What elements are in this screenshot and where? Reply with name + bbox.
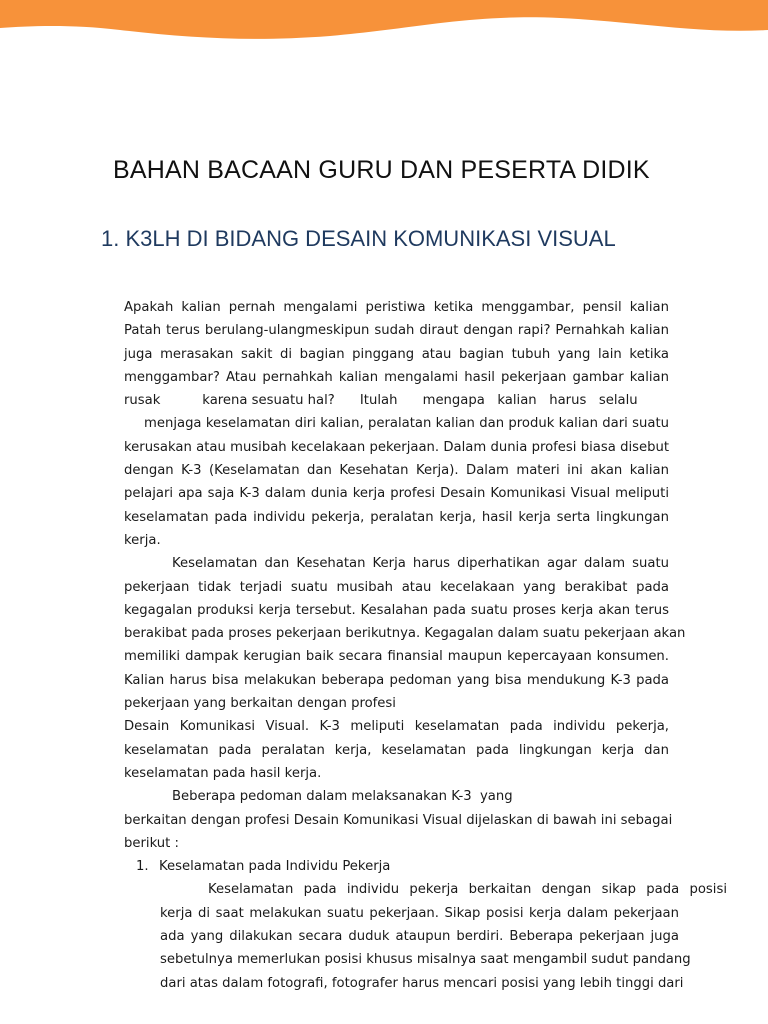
list-item-title: Keselamatan pada Individu Pekerja [159,859,391,875]
section-heading: 1. K3LH DI BIDANG DESAIN KOMUNIKASI VISUAL [101,226,616,251]
text-line: pekerjaan yang berkaitan dengan profesi [124,696,396,712]
text-line: menggambar? Atau pernahkah kalian mengalami hasil pekerjaan gambar kalian [124,369,669,385]
text-line: berakibat pada proses pekerjaan berikutnya. Kegagalan dalam suatu pekerjaan akan [124,626,686,642]
header-wave-decoration [0,0,768,60]
list-number: 1. [136,859,149,875]
text-line: menjaga keselamatan diri kalian, peralatan kalian dan produk kalian dari suatu [144,416,669,432]
text-line: Apakah kalian pernah mengalami peristiwa ketika menggambar, pensil kalian [124,300,669,315]
text-line: kerusakan atau musibah kecelakaan pekerjaan. Dalam dunia profesi biasa disebut [124,439,669,455]
text-line: memiliki dampak kerugian baik secara finansial maupun kepercayaan konsumen. [124,649,669,665]
text-line: Keselamatan pada individu pekerja berkaitan dengan sikap pada posisi [208,882,727,898]
text-line: pekerjaan tidak terjadi suatu musibah atau kecelakaan yang berakibat pada [124,579,669,595]
text-line: Keselamatan dan Kesehatan Kerja harus diperhatikan agar dalam suatu [172,556,669,572]
list-item-body [124,878,727,994]
text-line: kerja di saat melakukan suatu pekerjaan. Sikap posisi kerja dalam pekerjaan [160,905,679,921]
text-line: berkaitan dengan profesi Desain Komunikasi Visual dijelaskan di bawah ini sebagai [124,812,673,828]
text-line: dari atas dalam fotografi, fotografer harus mencari posisi yang lebih tinggi dari [160,975,684,991]
paragraph-guidelines [124,785,673,855]
paragraph-k3 [124,552,686,785]
text-line: pelajari apa saja K-3 dalam dunia kerja profesi Desain Komunikasi Visual meliputi [124,486,669,502]
text-line: keselamatan pada peralatan kerja, keselamatan pada lingkungan kerja dan [124,742,669,758]
text-line: keselamatan pada individu pekerja, peralatan kerja, hasil kerja serta lingkungan [124,509,669,525]
text-line: dengan K-3 (Keselamatan dan Kesehatan Kerja). Dalam materi ini akan kalian [124,463,669,479]
list-item-header [124,855,669,878]
list-item [124,855,727,995]
text-line: kerja. [124,532,161,548]
text-line: rusak karena sesuatu hal? Itulah mengapa kalian harus selalu [124,393,638,409]
text-line: Beberapa pedoman dalam melaksanakan K-3 yang [172,789,513,805]
text-line: Patah terus berulang-ulangmeskipun sudah diraut dengan rapi? Pernahkah kalian [124,323,669,339]
paragraph-intro [124,296,669,552]
document-title: BAHAN BACAAN GURU DAN PESERTA DIDIK [113,156,650,184]
text-line: berikut : [124,835,179,851]
document-body [124,296,727,995]
text-line: ada yang dilakukan secara duduk ataupun berdiri. Beberapa pekerjaan juga [160,929,679,945]
text-line: Desain Komunikasi Visual. K-3 meliputi keselamatan pada individu pekerja, [124,719,669,735]
text-line: kegagalan produksi kerja tersebut. Kesalahan pada suatu proses kerja akan terus [124,602,669,618]
text-line: sebetulnya memerlukan posisi khusus misalnya saat mengambil sudut pandang [160,952,691,968]
text-line: Kalian harus bisa melakukan beberapa pedoman yang bisa mendukung K-3 pada [124,672,669,688]
text-line: keselamatan pada hasil kerja. [124,765,322,781]
text-line: juga merasakan sakit di bagian pinggang atau bagian tubuh yang lain ketika [124,346,669,362]
